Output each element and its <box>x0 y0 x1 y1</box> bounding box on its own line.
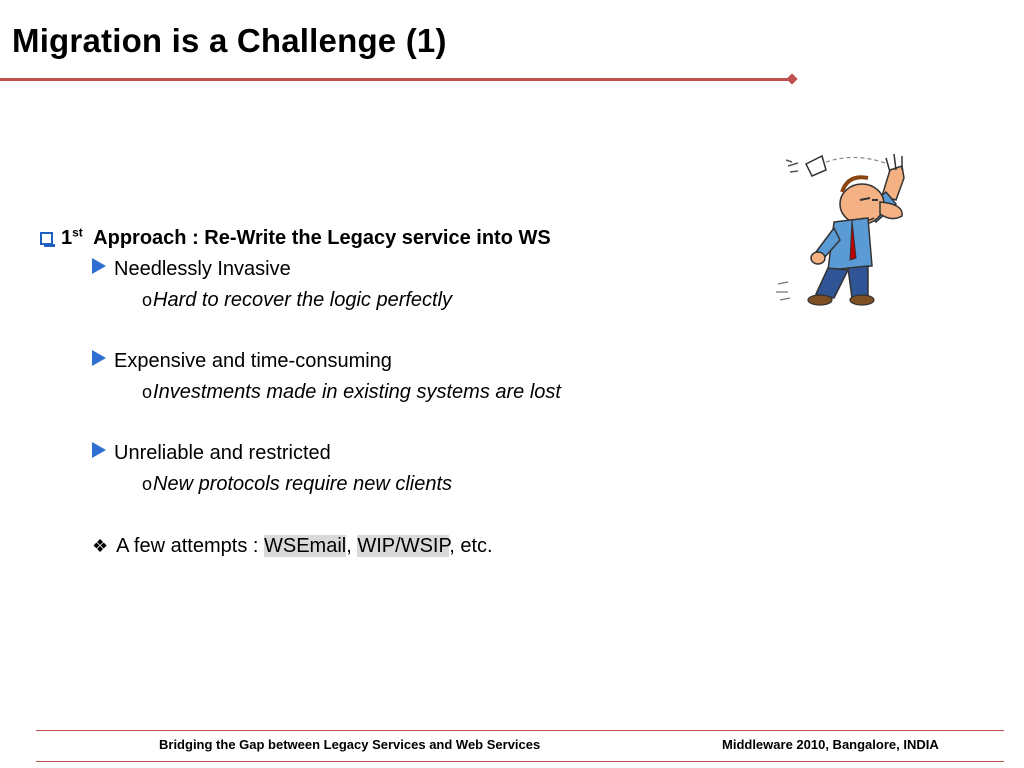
slide-title: Migration is a Challenge (1) <box>12 22 447 59</box>
footer-left-text: Bridging the Gap between Legacy Services and Web Services <box>159 737 541 752</box>
point-expensive <box>92 347 392 375</box>
footer-right-text: Middleware 2010, Bangalore, INDIA <box>722 737 939 752</box>
point-text: Unreliable and restricted <box>114 442 331 464</box>
main-bullet-text: Approach : Re-Write the Legacy service into WS <box>93 227 551 249</box>
point-needlessly-invasive <box>92 255 291 283</box>
point-text: Expensive and time-consuming <box>114 350 392 372</box>
subpoint-text: Hard to recover the logic perfectly <box>153 289 453 311</box>
subpoint-recover-logic <box>142 286 452 314</box>
circle-bullet-icon: o <box>142 290 153 310</box>
subpoint-new-protocols <box>142 470 452 498</box>
main-bullet-number: 1 <box>61 227 73 249</box>
attempts-prefix: A few attempts : <box>116 535 259 557</box>
attempts-separator: , <box>346 535 352 557</box>
link-wip-wsip[interactable]: WIP/WSIP <box>357 535 450 557</box>
point-unreliable <box>92 439 331 467</box>
footer-top-rule <box>36 730 1004 731</box>
subpoint-text: New protocols require new clients <box>153 473 453 495</box>
circle-bullet-icon: o <box>142 474 153 494</box>
four-diamond-bullet-icon: ❖ <box>92 536 109 556</box>
point-text: Needlessly Invasive <box>114 258 291 280</box>
arrow-bullet-icon <box>92 258 106 274</box>
main-bullet <box>40 224 551 252</box>
arrow-bullet-icon <box>92 442 106 458</box>
circle-bullet-icon: o <box>142 382 153 402</box>
attempts-line <box>92 532 493 560</box>
frustrated-man-illustration <box>764 148 934 308</box>
main-bullet-superscript: st <box>72 225 83 240</box>
subpoint-investments-lost <box>142 378 561 406</box>
link-wsemail[interactable]: WSEmail <box>264 535 347 557</box>
subpoint-text: Investments made in existing systems are lost <box>153 381 561 403</box>
title-underline <box>0 78 795 81</box>
footer-bottom-rule <box>36 761 1004 762</box>
attempts-suffix: , etc. <box>449 535 493 557</box>
square-bullet-icon <box>40 232 53 245</box>
arrow-bullet-icon <box>92 350 106 366</box>
title-underline-diamond <box>786 73 797 84</box>
crumpled-paper-icon <box>786 156 888 176</box>
